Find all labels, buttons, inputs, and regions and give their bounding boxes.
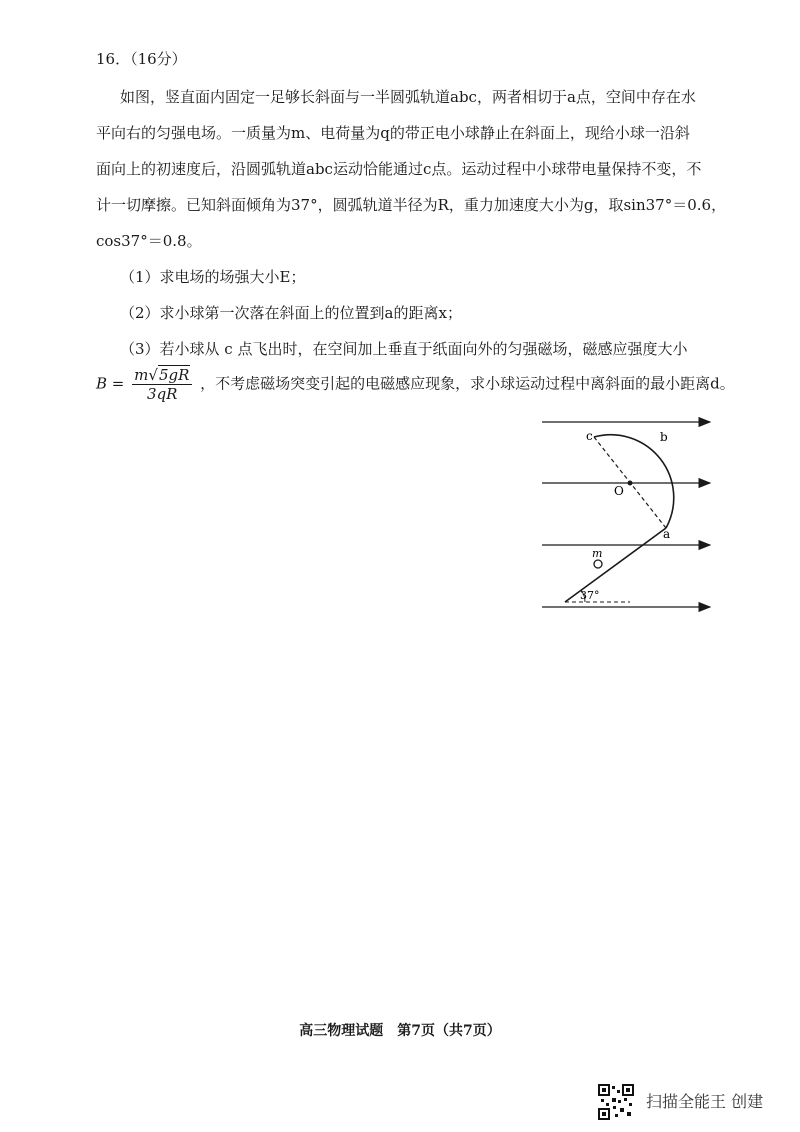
scanner-watermark: 扫描全能王 创建 <box>646 1092 764 1111</box>
question-1: （1）求电场的场强大小E； <box>120 268 306 286</box>
physics-figure <box>530 410 730 620</box>
label-o: O <box>614 484 624 498</box>
arc-track <box>594 435 674 528</box>
intro-line-1: 如图，竖直面内固定一足够长斜面与一半圆弧轨道abc，两者相切于a点，空间中存在水 <box>120 88 696 106</box>
fraction-denominator: 3qR <box>147 385 178 403</box>
fraction-numerator: m√5gR <box>132 366 192 385</box>
label-angle: 37° <box>580 589 600 602</box>
ball <box>594 560 602 568</box>
label-a: a <box>663 527 671 541</box>
b-symbol: B = <box>96 374 125 393</box>
page-footer: 高三物理试题 第7页（共7页） <box>299 1023 501 1039</box>
intro-line-2: 平向右的匀强电场。一质量为m、电荷量为q的带正电小球静止在斜面上，现给小球一沿斜 <box>96 124 690 142</box>
intro-line-4: 计一切摩擦。已知斜面倾角为37°，圆弧轨道半径为R，重力加速度大小为g，取sin37°＝0.6， <box>96 196 727 214</box>
intro-line-3: 面向上的初速度后，沿圆弧轨道abc运动恰能通过c点。运动过程中小球带电量保持不变，不 <box>96 160 702 178</box>
label-c: c <box>586 429 593 443</box>
question-3-line-1: （3）若小球从 c 点飞出时，在空间加上垂直于纸面向外的匀强磁场，磁感应强度大小 <box>120 340 688 358</box>
b-fraction <box>132 366 192 403</box>
qr-code-icon <box>598 1084 634 1120</box>
label-b: b <box>660 430 668 444</box>
question-2: （2）求小球第一次落在斜面上的位置到a的距离x； <box>120 304 462 322</box>
question-3-line-2 <box>96 366 735 403</box>
question-3-suffix: ，不考虑磁场突变引起的电磁感应现象，求小球运动过程中离斜面的最小距离d。 <box>200 374 735 393</box>
problem-header: 16．（16分） <box>96 50 187 68</box>
intro-line-5: cos37°＝0.8。 <box>96 232 202 250</box>
center-point <box>628 481 633 486</box>
label-m: m <box>592 547 603 560</box>
